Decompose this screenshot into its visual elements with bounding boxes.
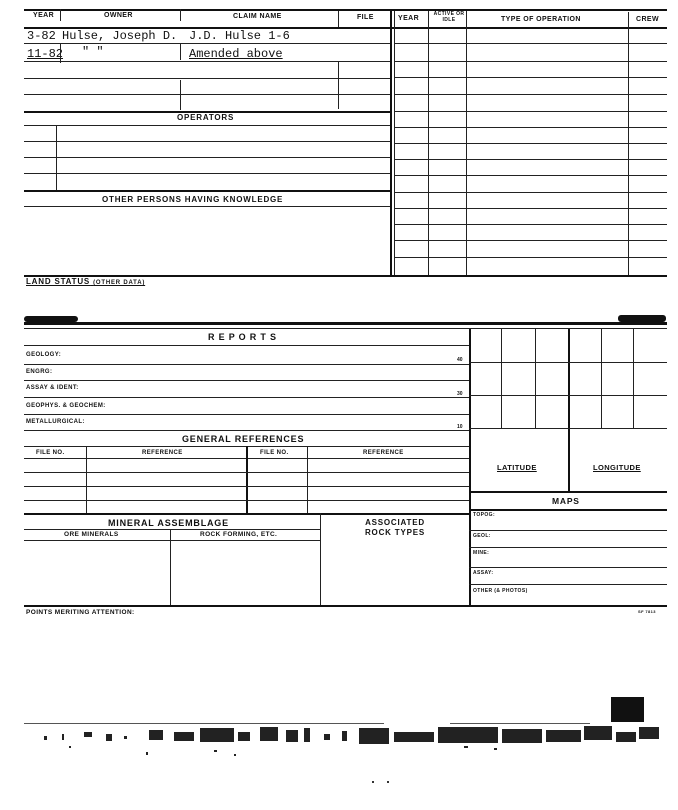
- col-sep: [60, 43, 61, 63]
- maps-rule: [469, 491, 667, 493]
- grid-col: [601, 329, 602, 428]
- maps-assay: ASSAY:: [473, 570, 494, 576]
- right-row-rule: [394, 192, 667, 193]
- header-year-right: YEAR: [398, 15, 420, 22]
- col-sep: [60, 9, 61, 21]
- report-geology: GEOLOGY:: [26, 352, 62, 358]
- ref-col-sep: [307, 446, 308, 514]
- points-meriting-attention: POINTS MERITING ATTENTION:: [26, 609, 135, 616]
- ore-minerals: ORE MINERALS: [64, 531, 119, 538]
- owner-row-1-year: 3-82: [27, 29, 56, 43]
- right-row-rule: [394, 77, 667, 78]
- maps-topog: TOPOG:: [473, 512, 496, 518]
- reports-right-divider: [469, 329, 471, 606]
- row-rule: [24, 61, 390, 62]
- row-rule: [24, 125, 390, 126]
- mineral-rule: [24, 529, 320, 530]
- ref-file-no-1: FILE NO.: [36, 450, 65, 456]
- grid-col-center: [568, 329, 570, 491]
- gen-ref-rule: [24, 472, 469, 473]
- maps-rule: [469, 509, 667, 511]
- header-year: YEAR: [33, 12, 55, 19]
- report-geophys: GEOPHYS. & GEOCHEM:: [26, 403, 106, 409]
- row-rule: [24, 43, 390, 44]
- col-sep: [428, 11, 429, 277]
- owner-row-2-owner: " ": [82, 45, 104, 59]
- right-row-rule: [394, 43, 667, 44]
- maps-mine: MINE:: [473, 550, 490, 556]
- row-rule: [24, 173, 390, 174]
- general-references-title: GENERAL REFERENCES: [182, 434, 305, 444]
- row-rule: [24, 78, 390, 79]
- report-engrg: ENGRG:: [26, 369, 53, 375]
- rock-forming: ROCK FORMING, ETC.: [200, 531, 278, 538]
- reports-rule: [24, 397, 469, 398]
- center-divider: [390, 11, 392, 277]
- owner-row-2-claim: Amended above: [189, 47, 283, 61]
- right-row-rule: [394, 94, 667, 95]
- land-status-title: [26, 277, 145, 286]
- row-rule: [24, 206, 390, 207]
- right-row-rule: [394, 257, 667, 258]
- row-rule: [24, 141, 390, 142]
- grid-row: [469, 428, 667, 429]
- scan-noise-band: [24, 724, 667, 764]
- owner-row-1-claim: J.D. Hulse 1-6: [189, 29, 290, 43]
- row-rule: [24, 157, 390, 158]
- land-status-rule: [24, 322, 667, 325]
- bottom-rule: [24, 605, 667, 607]
- header-active-or-idle: ACTIVE OR IDLE: [433, 11, 465, 23]
- right-row-rule: [394, 61, 667, 62]
- owner-row-2-year: 11-82: [27, 47, 64, 61]
- col-sep: [628, 12, 629, 277]
- right-row-rule: [394, 175, 667, 176]
- top-border: [24, 9, 667, 11]
- right-row-rule: [394, 127, 667, 128]
- ink-blot-right: [618, 315, 666, 322]
- report-num-30: 30: [457, 391, 463, 397]
- ref-file-no-2: FILE NO.: [260, 450, 289, 456]
- header-file: FILE: [357, 14, 374, 21]
- longitude-label: LONGITUDE: [593, 463, 641, 472]
- associated-rock-types: ASSOCIATED ROCK TYPES: [364, 518, 425, 537]
- col-sep: [180, 80, 181, 110]
- report-metallurgical: METALLURGICAL:: [26, 419, 85, 425]
- right-row-rule: [394, 111, 667, 112]
- maps-geol: GEOL:: [473, 533, 491, 539]
- header-crew: CREW: [636, 16, 659, 23]
- scan-square-mark: [611, 697, 644, 722]
- gen-ref-rule: [24, 486, 469, 487]
- right-row-rule: [394, 208, 667, 209]
- report-num-40: 40: [457, 357, 463, 363]
- land-status-rule-thin: [24, 328, 667, 329]
- center-divider: [394, 11, 395, 277]
- reports-rule: [24, 345, 469, 346]
- col-sep: [180, 9, 181, 21]
- land-status-label: LAND STATUS: [26, 277, 91, 286]
- maps-row-rule: [469, 547, 667, 548]
- latitude-label: LATITUDE: [497, 463, 537, 472]
- mineral-col-sep: [170, 529, 171, 606]
- grid-col: [633, 329, 634, 428]
- right-row-rule: [394, 143, 667, 144]
- col-sep: [466, 11, 467, 277]
- grid-col: [535, 329, 536, 428]
- land-status-sub: (OTHER DATA): [93, 280, 146, 286]
- grid-row: [469, 395, 667, 396]
- reports-rule: [24, 380, 469, 381]
- other-persons-rule: [24, 190, 390, 192]
- report-num-10: 10: [457, 424, 463, 430]
- header-owner: OWNER: [104, 12, 133, 19]
- grid-col: [501, 329, 502, 428]
- ref-col-sep: [86, 446, 87, 514]
- right-row-rule: [394, 240, 667, 241]
- reports-rule: [24, 414, 469, 415]
- reports-rule: [24, 430, 469, 431]
- right-row-rule: [394, 159, 667, 160]
- row-rule: [24, 94, 390, 95]
- operators-title: OPERATORS: [177, 113, 235, 122]
- mineral-col-sep: [320, 513, 321, 606]
- gen-ref-bottom: [24, 513, 469, 515]
- header-claim-name: CLAIM NAME: [233, 13, 282, 20]
- ref-reference-2: REFERENCE: [363, 450, 404, 456]
- maps-row-rule: [469, 530, 667, 531]
- scan-speck: [372, 781, 374, 783]
- mineral-rule: [24, 540, 320, 541]
- col-sep: [338, 11, 339, 27]
- header-type-of-operation: TYPE OF OPERATION: [501, 16, 581, 23]
- ref-reference-1: REFERENCE: [142, 450, 183, 456]
- gen-ref-rule: [24, 500, 469, 501]
- grid-row: [469, 362, 667, 363]
- maps-row-rule: [469, 567, 667, 568]
- ref-col-sep: [246, 446, 248, 514]
- other-persons-title: OTHER PERSONS HAVING KNOWLEDGE: [102, 195, 284, 204]
- form-number: SF 7813: [638, 609, 656, 614]
- col-sep: [338, 61, 339, 109]
- report-assay: ASSAY & IDENT:: [26, 385, 79, 391]
- mineral-assemblage-title: MINERAL ASSEMBLAGE: [108, 518, 229, 528]
- owner-row-1-owner: Hulse, Joseph D.: [62, 29, 178, 43]
- maps-row-rule: [469, 584, 667, 585]
- maps-other: OTHER (& PHOTOS): [473, 588, 528, 594]
- reports-rule: [24, 364, 469, 365]
- right-row-rule: [394, 224, 667, 225]
- reports-title: R E P O R T S: [208, 332, 277, 342]
- scan-speck: [387, 781, 389, 783]
- maps-title: MAPS: [552, 496, 580, 506]
- col-sep: [180, 44, 181, 60]
